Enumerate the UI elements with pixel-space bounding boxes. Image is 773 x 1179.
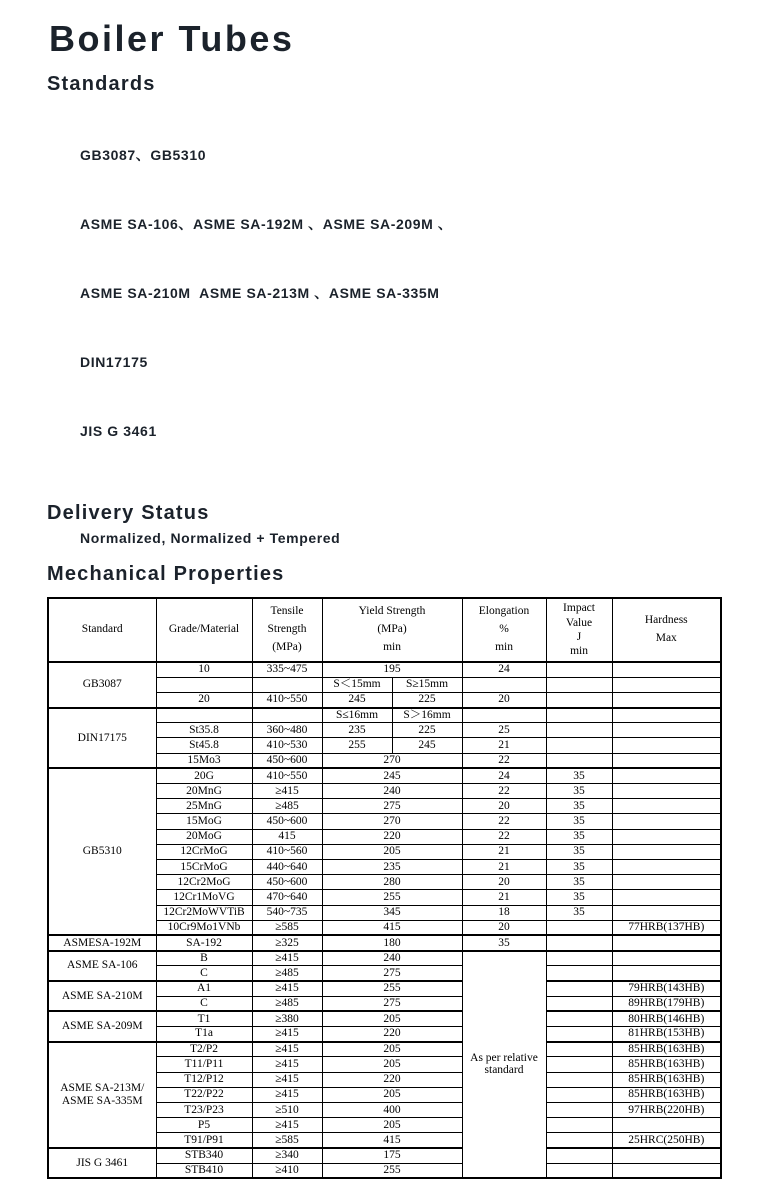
cell-hardness [612, 1163, 721, 1178]
cell-tensile: ≥415 [252, 1057, 322, 1072]
header-line: Impact [563, 602, 595, 615]
cell-elongation: 22 [462, 784, 546, 799]
standard-name-line: GB5310 [82, 845, 122, 858]
cell-hardness: 89HRB(179HB) [612, 996, 721, 1011]
table-row [48, 1011, 721, 1026]
cell-yield-right: S≥15mm [392, 677, 462, 692]
cell-tensile: ≥485 [252, 799, 322, 814]
cell-grade: C [156, 966, 252, 981]
cell-grade: St35.8 [156, 723, 252, 738]
standard-name-line: ASMESA-192M [63, 936, 142, 949]
header-line: Elongation [478, 605, 530, 618]
header-line: min [495, 640, 513, 653]
cell-elongation: 21 [462, 738, 546, 753]
cell-hardness [612, 859, 721, 874]
table-row [48, 708, 721, 723]
table-row [48, 662, 721, 677]
cell-tensile: ≥415 [252, 981, 322, 996]
cell-tensile: 440~640 [252, 859, 322, 874]
cell-impact [546, 1148, 612, 1163]
cell-impact [546, 738, 612, 753]
col-header-tensile [252, 598, 322, 662]
cell-hardness [612, 844, 721, 859]
cell-impact: 35 [546, 784, 612, 799]
page-title: Boiler Tubes [49, 18, 295, 59]
cell-yield-left: S≤16mm [322, 708, 392, 723]
cell-grade: T2/P2 [156, 1042, 252, 1057]
cell-tensile: ≥325 [252, 935, 322, 950]
cell-hardness: 80HRB(146HB) [612, 1011, 721, 1026]
cell-elongation: 20 [462, 920, 546, 935]
cell-tensile: ≥415 [252, 1042, 322, 1057]
cell-tensile: ≥585 [252, 1133, 322, 1148]
cell-grade: 25MnG [156, 799, 252, 814]
cell-hardness [612, 1118, 721, 1133]
header-line: Value [565, 616, 593, 629]
cell-hardness [612, 935, 721, 950]
cell-grade: 10Cr9Mo1VNb [156, 920, 252, 935]
cell-yield: 345 [322, 905, 462, 920]
col-header-elongation [462, 598, 546, 662]
cell-tensile: ≥415 [252, 1087, 322, 1102]
cell-standard [48, 662, 156, 708]
cell-impact [546, 677, 612, 692]
cell-grade: STB340 [156, 1148, 252, 1163]
cell-elongation: 22 [462, 753, 546, 768]
standard-name-line: ASME SA-209M [61, 1020, 143, 1033]
cell-grade: STB410 [156, 1163, 252, 1178]
mechanical-properties-heading: Mechanical Properties [47, 563, 285, 585]
table-row [48, 935, 721, 950]
cell-impact [546, 996, 612, 1011]
cell-hardness [612, 829, 721, 844]
cell-hardness [612, 692, 721, 707]
header-line: Yield Strength [358, 605, 426, 618]
cell-grade: 15Mo3 [156, 753, 252, 768]
cell-hardness [612, 966, 721, 981]
standard-name-line: ASME SA-106 [66, 959, 138, 972]
cell-grade: 10 [156, 662, 252, 677]
cell-impact [546, 951, 612, 966]
cell-grade: 20MnG [156, 784, 252, 799]
cell-standard [48, 1042, 156, 1148]
cell-grade: 12CrMoG [156, 844, 252, 859]
cell-impact [546, 723, 612, 738]
cell-yield: 195 [322, 662, 462, 677]
cell-yield: 275 [322, 966, 462, 981]
header-line: Tensile [270, 605, 304, 618]
col-header-standard [48, 598, 156, 662]
standard-name-line: ASME SA-213M/ [60, 1081, 145, 1094]
standard-name-line: JIS G 3461 [76, 1156, 129, 1169]
cell-tensile: ≥485 [252, 996, 322, 1011]
cell-elongation: 20 [462, 875, 546, 890]
cell-impact [546, 1163, 612, 1178]
standards-item: ASME SA-106、ASME SA-192M 、ASME SA-209M 、 [80, 216, 453, 232]
cell-impact: 35 [546, 875, 612, 890]
col-header-grade [156, 598, 252, 662]
header-line: (MPa) [377, 623, 407, 636]
cell-impact [546, 1133, 612, 1148]
cell-yield: 205 [322, 1011, 462, 1026]
cell-elongation [462, 677, 546, 692]
cell-standard [48, 1011, 156, 1041]
standards-item: GB3087、GB5310 [80, 147, 207, 163]
cell-hardness [612, 905, 721, 920]
header-line: Grade/Material [168, 623, 240, 636]
cell-impact [546, 662, 612, 677]
cell-grade: 12Cr2MoG [156, 875, 252, 890]
cell-yield: 255 [322, 1163, 462, 1178]
cell-yield-right: 225 [392, 692, 462, 707]
cell-hardness [612, 799, 721, 814]
cell-hardness [612, 814, 721, 829]
cell-hardness: 85HRB(163HB) [612, 1072, 721, 1087]
cell-tensile: 410~550 [252, 768, 322, 783]
cell-yield: 280 [322, 875, 462, 890]
cell-yield-left: 235 [322, 723, 392, 738]
cell-yield-left: S＜15mm [322, 677, 392, 692]
cell-yield-right: 225 [392, 723, 462, 738]
header-line: min [383, 640, 401, 653]
cell-impact [546, 1118, 612, 1133]
cell-tensile: 410~550 [252, 692, 322, 707]
cell-yield: 205 [322, 1087, 462, 1102]
cell-yield: 205 [322, 844, 462, 859]
cell-grade: 20MoG [156, 829, 252, 844]
cell-hardness [612, 1148, 721, 1163]
cell-elongation [462, 708, 546, 723]
cell-grade: T23/P23 [156, 1102, 252, 1117]
cell-impact: 35 [546, 814, 612, 829]
cell-hardness [612, 951, 721, 966]
cell-yield: 270 [322, 814, 462, 829]
cell-hardness [612, 677, 721, 692]
cell-tensile: ≥415 [252, 1118, 322, 1133]
cell-impact [546, 981, 612, 996]
cell-yield: 205 [322, 1042, 462, 1057]
cell-tensile [252, 677, 322, 692]
cell-impact: 35 [546, 890, 612, 905]
cell-standard [48, 1148, 156, 1178]
cell-impact [546, 753, 612, 768]
cell-standard [48, 981, 156, 1011]
cell-impact [546, 708, 612, 723]
header-line: % [499, 623, 509, 636]
cell-impact [546, 1102, 612, 1117]
cell-grade: T22/P22 [156, 1087, 252, 1102]
cell-standard [48, 768, 156, 935]
cell-yield: 175 [322, 1148, 462, 1163]
cell-hardness: 85HRB(163HB) [612, 1057, 721, 1072]
cell-tensile [252, 708, 322, 723]
cell-standard [48, 708, 156, 769]
cell-elongation: 25 [462, 723, 546, 738]
cell-hardness [612, 768, 721, 783]
cell-yield-right: 245 [392, 738, 462, 753]
table-row [48, 1042, 721, 1057]
cell-tensile: 410~530 [252, 738, 322, 753]
cell-tensile: 335~475 [252, 662, 322, 677]
cell-impact: 35 [546, 859, 612, 874]
delivery-status-heading: Delivery Status [47, 502, 210, 524]
cell-grade [156, 677, 252, 692]
cell-elongation: 21 [462, 859, 546, 874]
cell-grade: T1 [156, 1011, 252, 1026]
cell-yield-right: S＞16mm [392, 708, 462, 723]
cell-impact [546, 920, 612, 935]
cell-yield: 235 [322, 859, 462, 874]
cell-impact: 35 [546, 799, 612, 814]
cell-impact [546, 1027, 612, 1042]
cell-yield: 415 [322, 1133, 462, 1148]
cell-impact: 35 [546, 768, 612, 783]
cell-elongation: 21 [462, 844, 546, 859]
header-line: (MPa) [272, 640, 302, 653]
standards-item: JIS G 3461 [80, 423, 157, 439]
cell-impact: 35 [546, 905, 612, 920]
cell-grade: T91/P91 [156, 1133, 252, 1148]
cell-hardness: 81HRB(153HB) [612, 1027, 721, 1042]
cell-hardness: 85HRB(163HB) [612, 1042, 721, 1057]
cell-impact [546, 1011, 612, 1026]
cell-hardness: 77HRB(137HB) [612, 920, 721, 935]
cell-grade: P5 [156, 1118, 252, 1133]
cell-elongation: 24 [462, 768, 546, 783]
standards-list [80, 98, 733, 489]
cell-yield: 220 [322, 829, 462, 844]
cell-tensile: 415 [252, 829, 322, 844]
standards-item: ASME SA-210M ASME SA-213M 、ASME SA-335M [80, 285, 440, 301]
mechanical-properties-table [47, 597, 722, 1179]
cell-hardness: 25HRC(250HB) [612, 1133, 721, 1148]
table-row [48, 951, 721, 966]
cell-tensile: ≥415 [252, 1072, 322, 1087]
cell-impact [546, 1087, 612, 1102]
cell-elongation: 22 [462, 829, 546, 844]
standard-name-line: ASME SA-210M [61, 989, 143, 1002]
cell-yield-left: 255 [322, 738, 392, 753]
cell-yield: 240 [322, 951, 462, 966]
cell-tensile: 450~600 [252, 814, 322, 829]
header-line: Hardness [644, 614, 688, 627]
cell-hardness [612, 890, 721, 905]
cell-impact [546, 692, 612, 707]
cell-hardness [612, 723, 721, 738]
col-header-hardness [612, 598, 721, 662]
cell-grade: T1a [156, 1027, 252, 1042]
cell-yield: 270 [322, 753, 462, 768]
header-line: min [570, 645, 588, 658]
cell-tensile: 450~600 [252, 875, 322, 890]
header-line: J [576, 631, 582, 643]
cell-tensile: ≥510 [252, 1102, 322, 1117]
standard-name-line: ASME SA-335M [61, 1094, 143, 1107]
cell-yield: 275 [322, 799, 462, 814]
cell-hardness [612, 738, 721, 753]
cell-tensile: ≥415 [252, 951, 322, 966]
cell-yield-left: 245 [322, 692, 392, 707]
cell-impact: 35 [546, 829, 612, 844]
cell-tensile: ≥380 [252, 1011, 322, 1026]
col-header-yield [322, 598, 462, 662]
cell-yield: 255 [322, 981, 462, 996]
cell-grade: 20G [156, 768, 252, 783]
cell-elongation-merged: As per relative standard [462, 951, 546, 1179]
cell-grade: SA-192 [156, 935, 252, 950]
cell-grade: T11/P11 [156, 1057, 252, 1072]
cell-hardness [612, 875, 721, 890]
cell-grade: A1 [156, 981, 252, 996]
cell-tensile: ≥415 [252, 784, 322, 799]
cell-hardness [612, 708, 721, 723]
cell-hardness: 85HRB(163HB) [612, 1087, 721, 1102]
cell-tensile: ≥485 [252, 966, 322, 981]
cell-elongation: 20 [462, 799, 546, 814]
cell-yield: 220 [322, 1072, 462, 1087]
cell-grade: 12Cr2MoWVTiB [156, 905, 252, 920]
standards-heading: Standards [47, 73, 156, 95]
table-row [48, 981, 721, 996]
cell-tensile: 540~735 [252, 905, 322, 920]
cell-elongation: 21 [462, 890, 546, 905]
cell-tensile: 410~560 [252, 844, 322, 859]
cell-tensile: ≥410 [252, 1163, 322, 1178]
cell-tensile: 470~640 [252, 890, 322, 905]
cell-grade: C [156, 996, 252, 1011]
cell-impact [546, 1042, 612, 1057]
cell-grade: 15CrMoG [156, 859, 252, 874]
header-line: Max [655, 632, 677, 644]
cell-impact [546, 966, 612, 981]
cell-tensile: ≥340 [252, 1148, 322, 1163]
cell-grade: B [156, 951, 252, 966]
cell-hardness: 97HRB(220HB) [612, 1102, 721, 1117]
cell-elongation: 18 [462, 905, 546, 920]
cell-grade: St45.8 [156, 738, 252, 753]
standard-name-line: GB3087 [82, 678, 122, 691]
table-body [48, 662, 721, 1178]
cell-impact: 35 [546, 844, 612, 859]
cell-standard [48, 935, 156, 950]
cell-yield: 240 [322, 784, 462, 799]
cell-elongation: 35 [462, 935, 546, 950]
cell-tensile: ≥415 [252, 1027, 322, 1042]
cell-elongation: 20 [462, 692, 546, 707]
cell-elongation: 24 [462, 662, 546, 677]
cell-yield: 180 [322, 935, 462, 950]
table-row [48, 1148, 721, 1163]
col-header-impact [546, 598, 612, 662]
cell-yield: 205 [322, 1057, 462, 1072]
cell-yield: 275 [322, 996, 462, 1011]
cell-impact [546, 1057, 612, 1072]
cell-tensile: ≥585 [252, 920, 322, 935]
cell-yield: 400 [322, 1102, 462, 1117]
cell-hardness [612, 753, 721, 768]
cell-hardness [612, 784, 721, 799]
cell-grade: 12Cr1MoVG [156, 890, 252, 905]
cell-hardness [612, 662, 721, 677]
cell-hardness: 79HRB(143HB) [612, 981, 721, 996]
header-line: Strength [267, 623, 307, 636]
cell-yield: 220 [322, 1027, 462, 1042]
delivery-status-text: Normalized, Normalized + Tempered [80, 530, 341, 546]
standards-item: DIN17175 [80, 354, 148, 370]
table-row [48, 768, 721, 783]
cell-grade: 15MoG [156, 814, 252, 829]
cell-yield: 255 [322, 890, 462, 905]
cell-elongation: 22 [462, 814, 546, 829]
cell-tensile: 450~600 [252, 753, 322, 768]
cell-impact [546, 935, 612, 950]
standard-name-line: DIN17175 [77, 731, 127, 744]
cell-yield: 245 [322, 768, 462, 783]
cell-grade [156, 708, 252, 723]
cell-impact [546, 1072, 612, 1087]
table-header-row [48, 598, 721, 662]
cell-yield: 415 [322, 920, 462, 935]
header-line: Standard [81, 623, 123, 636]
cell-yield: 205 [322, 1118, 462, 1133]
cell-grade: 20 [156, 692, 252, 707]
cell-tensile: 360~480 [252, 723, 322, 738]
cell-grade: T12/P12 [156, 1072, 252, 1087]
cell-standard [48, 951, 156, 981]
